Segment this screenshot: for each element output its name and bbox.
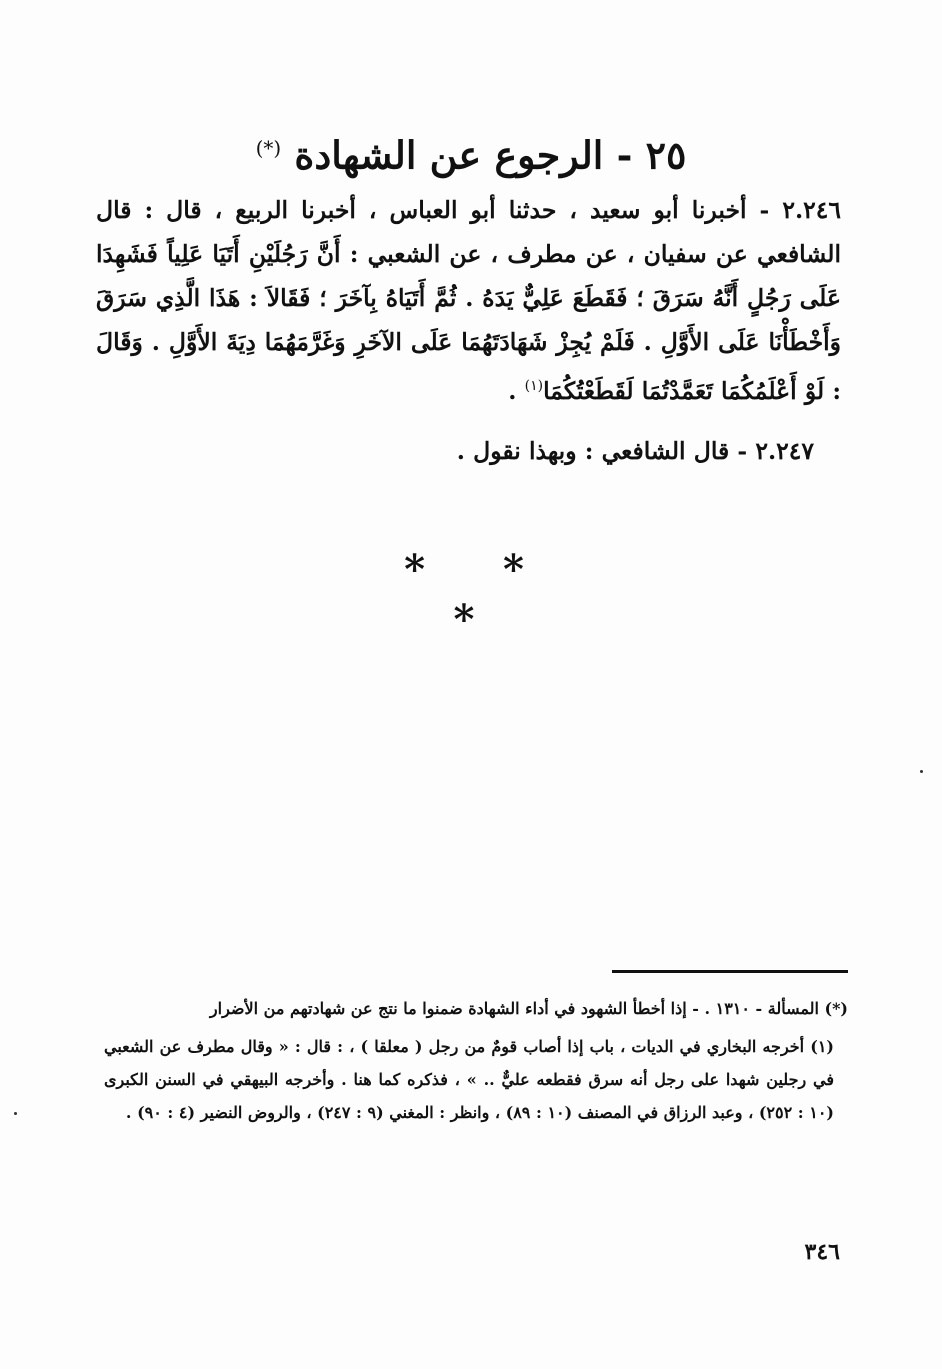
margin-speck (14, 1112, 17, 1115)
footnote-divider (612, 970, 848, 973)
footnote-1: (١) أخرجه البخاري في الديات ، باب إذا أصاب قومٌ من رجل ( معلقا ) ، : قال : « وقال مطرف عن الشعبي في رجلين شهدا على رجل أنه سرق فقطعه عليٌّ .. » ، فذكره كما هنا . وأخرجه البيهقي في السنن الكبرى (١٠ : ٢٥٢) ، وعبد الرزاق في المصنف (١٠ : ٨٩) ، وانظر : المغني (٩ : ٢٤٧) ، والروض النضير (٤ : ٩٠) . (104, 1037, 834, 1122)
hadith-paragraph-2247: ٢.٢٤٧ - قال الشافعي : وبهذا نقول . (456, 437, 814, 465)
chapter-title-text: ٢٥ - الرجوع عن الشهادة (294, 132, 687, 178)
footnote-star: (*) المسألة - ١٣١٠ . - إذا أخطأ الشهود في أداء الشهادة ضمنوا ما نتج عن شهادتهم من الأضرار (209, 999, 848, 1018)
paragraph-body: ٢.٢٤٦ - أخبرنا أبو سعيد ، حدثنا أبو العباس ، أخبرنا الربيع ، قال : قال الشافعي عن سفيان ، عن مطرف ، عن الشعبي : أَنَّ رَجُلَيْنِ أَتَيَا عَلِياً فَشَهِدَا عَلَى رَجُلٍ أَنَّهُ سَرَقَ ؛ فَقَطَعَ عَلِيٌّ يَدَهُ . ثُمَّ أَتَيَاهُ بِآخَرَ ؛ فَقَالاَ : هَذَا الَّذِي سَرَقَ وَأَخْطَأْنَا عَلَى الأَوَّلِ . فَلَمْ يُجِزْ شَهَادَتَهُمَا عَلَى الآخَرِ وَغَرَّمَهُمَا دِيَةَ الأَوَّلِ . وَقَالَ : لَوْ أَعْلَمُكُمَا تَعَمَّدْتُمَا لَقَطَعْتُكُمَا (96, 196, 841, 405)
page-number: ٣٤٦ (804, 1239, 840, 1265)
paragraph-text (96, 188, 841, 413)
hadith-paragraph-2246 (96, 188, 841, 413)
section-separator-asterisks: * * * (404, 546, 556, 643)
chapter-footnote-marker: (*) (255, 136, 282, 160)
paragraph-end-mark: . (508, 376, 525, 405)
chapter-title (150, 118, 792, 178)
footnotes-section (104, 992, 848, 1134)
margin-speck (920, 770, 923, 773)
footnote-reference: (١) (524, 378, 544, 394)
